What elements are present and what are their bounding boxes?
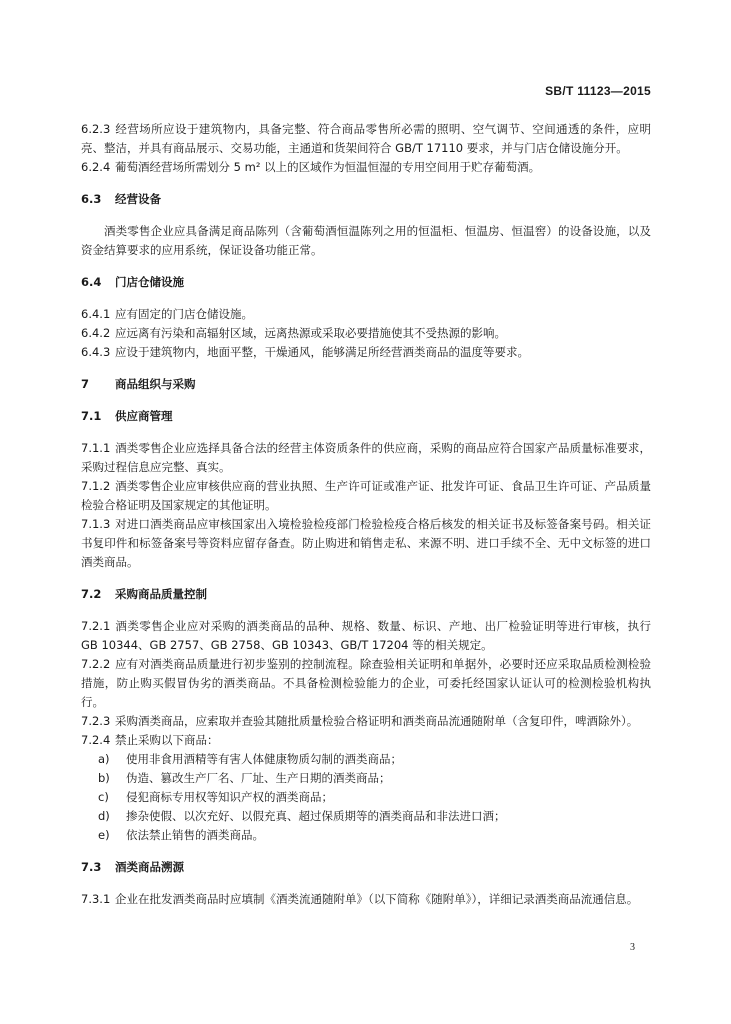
- clause-number: 7.2.2: [81, 657, 111, 671]
- clause-number: 6.4.3: [81, 345, 111, 359]
- text: 依法禁止销售的酒类商品。: [126, 828, 264, 842]
- clause-number: 7: [81, 377, 90, 391]
- clause-number: 6.4.1: [81, 307, 111, 321]
- spacer: [81, 177, 651, 190]
- spacer: [81, 209, 651, 222]
- text: 门店仓储设施: [115, 275, 184, 289]
- spacer: [81, 394, 651, 407]
- clause: [81, 655, 651, 712]
- text: 酒类零售企业应具备满足商品陈列（含葡萄酒恒温陈列之用的恒温柜、恒温房、恒温窖）的设备设施，以及资金结算要求的应用系统，保证设备功能正常。: [81, 224, 651, 257]
- text: 应有对酒类商品质量进行初步鉴别的控制流程。除查验相关证明和单据外，必要时还应采取品质检测检验措施，防止购买假冒伪劣的酒类商品。不具备检测检验能力的企业，可委托经国家认证认可的检测检验机构执行。: [81, 657, 651, 709]
- text: 葡萄酒经营场所需划分 5 m² 以上的区域作为恒温恒湿的专用空间用于贮存葡萄酒。: [115, 160, 541, 174]
- clause-number: 6.4: [81, 275, 102, 289]
- text: 掺杂使假、以次充好、以假充真、超过保质期等的酒类商品和非法进口酒；: [126, 809, 506, 823]
- text: 酒类零售企业应选择具备合法的经营主体资质条件的供应商，采购的商品应符合国家产品质量标准要求，采购过程信息应完整、真实。: [81, 441, 651, 474]
- clause-number: 7.3.1: [81, 892, 111, 906]
- clause-number: 7.2.3: [81, 714, 111, 728]
- clause: [81, 324, 651, 343]
- clause: [81, 343, 651, 362]
- text: 经营设备: [115, 192, 161, 206]
- text: 企业在批发酒类商品时应填制《酒类流通随附单》（以下简称《随附单》），详细记录酒类商品流通信息。: [115, 892, 639, 906]
- spacer: [81, 260, 651, 273]
- clause-number: 6.3: [81, 192, 102, 206]
- list-label: d): [98, 809, 110, 823]
- spacer: [81, 877, 651, 890]
- standard-code: SB/T 11123—2015: [545, 84, 651, 98]
- text: 酒类零售企业应对采购的酒类商品的品种、规格、数量、标识、产地、出厂检验证明等进行审核，执行 GB 10344、GB 2757、GB 2758、GB 10343、GB/T 17204 等的相关规定。: [81, 619, 651, 652]
- clause: [81, 305, 651, 324]
- clause: [81, 439, 651, 477]
- text: 侵犯商标专用权等知识产权的酒类商品；: [126, 790, 333, 804]
- clause: [81, 158, 651, 177]
- clause-number: 7.2.4: [81, 733, 111, 747]
- list-item: [81, 826, 651, 845]
- document-body: [81, 120, 651, 909]
- text: 应有固定的门店仓储设施。: [115, 307, 253, 321]
- section-heading: [81, 375, 651, 394]
- section-heading: [81, 407, 651, 426]
- page-number: 3: [630, 942, 635, 953]
- clause-number: 7.1.2: [81, 479, 111, 493]
- list-item: [81, 807, 651, 826]
- text: 应远离有污染和高辐射区域，远离热源或采取必要措施使其不受热源的影响。: [115, 326, 506, 340]
- list-label: b): [98, 771, 110, 785]
- spacer: [81, 572, 651, 585]
- text: 禁止采购以下商品：: [115, 733, 219, 747]
- clause: [81, 515, 651, 572]
- clause-number: 7.2: [81, 587, 102, 601]
- list-item: [81, 750, 651, 769]
- text: 采购商品质量控制: [115, 587, 207, 601]
- spacer: [81, 845, 651, 858]
- clause: [81, 617, 651, 655]
- list-item: [81, 769, 651, 788]
- text: 应设于建筑物内，地面平整，干燥通风，能够满足所经营酒类商品的温度等要求。: [115, 345, 529, 359]
- clause-number: 7.1: [81, 409, 102, 423]
- clause-number: 7.2.1: [81, 619, 111, 633]
- paragraph: [81, 222, 651, 260]
- clause: [81, 712, 651, 731]
- clause: [81, 477, 651, 515]
- section-heading: [81, 190, 651, 209]
- text: 商品组织与采购: [115, 377, 196, 391]
- list-item: [81, 788, 651, 807]
- section-heading: [81, 585, 651, 604]
- text: 对进口酒类商品应审核国家出入境检验检疫部门检验检疫合格后核发的相关证书及标签备案号码。相关证书复印件和标签备案号等资料应留存备查。防止购进和销售走私、来源不明、进口手续不全、无中文标签的进口酒类商品。: [81, 517, 651, 569]
- list-label: c): [98, 790, 109, 804]
- clause-number: 7.3: [81, 860, 102, 874]
- text: 使用非食用酒精等有害人体健康物质勾制的酒类商品；: [126, 752, 402, 766]
- clause-number: 7.1.1: [81, 441, 111, 455]
- section-heading: [81, 273, 651, 292]
- spacer: [81, 292, 651, 305]
- text: 伪造、篡改生产厂名、厂址、生产日期的酒类商品；: [126, 771, 391, 785]
- text: 酒类商品溯源: [115, 860, 184, 874]
- list-label: a): [98, 752, 110, 766]
- clause-number: 6.4.2: [81, 326, 111, 340]
- clause-number: 6.2.4: [81, 160, 111, 174]
- clause-number: 6.2.3: [81, 122, 111, 136]
- spacer: [81, 426, 651, 439]
- clause: [81, 890, 651, 909]
- spacer: [81, 362, 651, 375]
- spacer: [81, 604, 651, 617]
- text: 供应商管理: [115, 409, 173, 423]
- section-heading: [81, 858, 651, 877]
- clause: [81, 120, 651, 158]
- text: 经营场所应设于建筑物内，具备完整、符合商品零售所必需的照明、空气调节、空间通透的条件，应明亮、整洁，并具有商品展示、交易功能，主通道和货架间符合 GB/T 17110 要求，并与门店仓储设施分开。: [81, 122, 651, 155]
- clause: [81, 731, 651, 750]
- text: 采购酒类商品，应索取并查验其随批质量检验合格证明和酒类商品流通随附单（含复印件，啤酒除外）。: [115, 714, 639, 728]
- list-label: e): [98, 828, 110, 842]
- clause-number: 7.1.3: [81, 517, 111, 531]
- text: 酒类零售企业应审核供应商的营业执照、生产许可证或准产证、批发许可证、食品卫生许可证、产品质量检验合格证明及国家规定的其他证明。: [81, 479, 651, 512]
